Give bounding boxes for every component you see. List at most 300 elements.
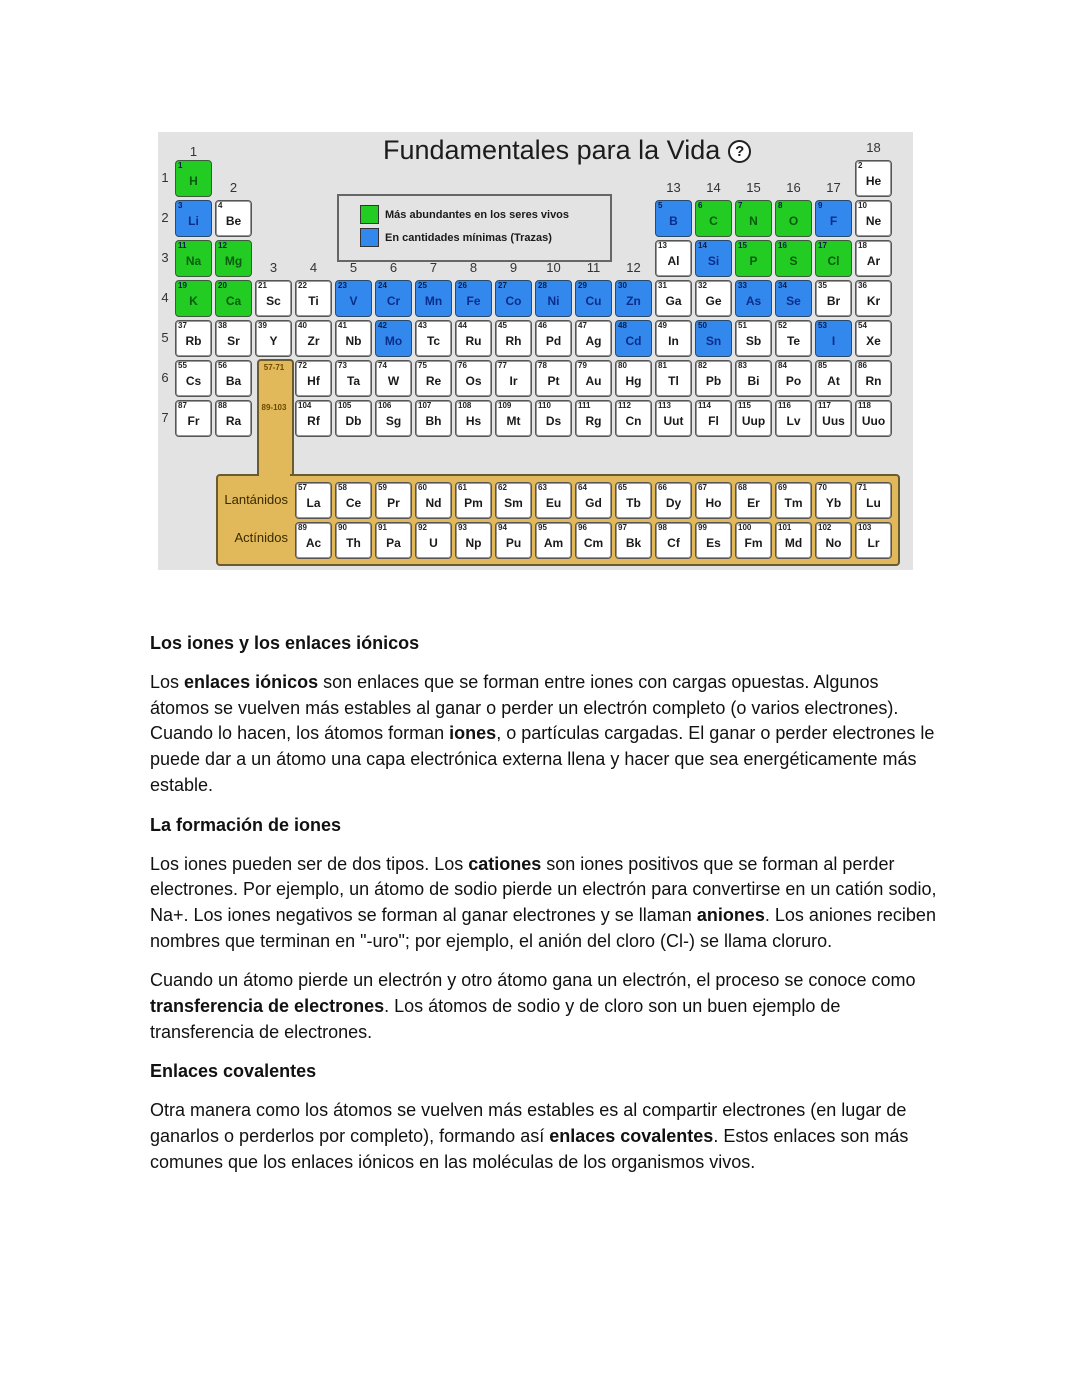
element-cell-rn (855, 360, 892, 397)
atomic-number: 49 (658, 321, 667, 330)
element-symbol: Rh (505, 334, 522, 348)
element-symbol: In (668, 334, 679, 348)
element-cell-sr (215, 320, 252, 357)
period-label: 3 (161, 250, 169, 265)
text-run: Los iones pueden ser de dos tipos. Los (150, 853, 469, 874)
element-symbol: Gd (585, 496, 602, 510)
atomic-number: 38 (218, 321, 227, 330)
element-symbol: Os (465, 374, 482, 388)
element-symbol: Mn (424, 294, 443, 308)
element-cell-se (775, 280, 812, 317)
period-label: 1 (161, 170, 169, 185)
atomic-number: 99 (698, 523, 707, 532)
paragraph (150, 968, 940, 1045)
element-symbol: Ds (545, 414, 562, 428)
group-label: 15 (746, 180, 761, 195)
element-symbol: Ce (345, 496, 362, 510)
atomic-number: 5 (658, 201, 663, 210)
element-cell-pd (535, 320, 572, 357)
group-label: 14 (706, 180, 721, 195)
element-symbol: Zn (626, 294, 641, 308)
element-symbol: Th (346, 536, 361, 550)
element-symbol: Fr (187, 414, 200, 428)
element-symbol: Np (465, 536, 482, 550)
period-label: 2 (161, 210, 169, 225)
element-symbol: F (829, 214, 838, 228)
group-label: 6 (389, 260, 398, 275)
atomic-number: 29 (578, 281, 587, 290)
atomic-number: 46 (538, 321, 547, 330)
atomic-number: 58 (338, 483, 347, 492)
text-run: Otra manera como los átomos se vuelven más estables es al compartir electrones (en lugar de ganarlos o perderlos por completo), formando así (150, 1100, 907, 1147)
atomic-number: 28 (538, 281, 547, 290)
element-symbol: Cl (827, 254, 840, 268)
element-symbol: Ra (225, 414, 242, 428)
element-cell-mo (375, 320, 412, 357)
element-symbol: Ag (585, 334, 602, 348)
atomic-number: 34 (778, 281, 787, 290)
atomic-number: 51 (738, 321, 747, 330)
atomic-number: 76 (458, 361, 467, 370)
legend-box (337, 194, 612, 262)
element-cell-i (815, 320, 852, 357)
element-cell-li (175, 200, 212, 237)
element-symbol: Cr (386, 294, 401, 308)
element-symbol: Na (185, 254, 202, 268)
atomic-number: 2 (858, 161, 863, 170)
atomic-number: 83 (738, 361, 747, 370)
atomic-number: 107 (418, 401, 432, 410)
element-symbol: Xe (866, 334, 881, 348)
element-symbol: Db (345, 414, 362, 428)
element-symbol: Ge (705, 294, 722, 308)
element-cell-ir (495, 360, 532, 397)
element-cell-y (255, 320, 292, 357)
atomic-number: 61 (458, 483, 467, 492)
atomic-number: 60 (418, 483, 427, 492)
atomic-number: 21 (258, 281, 267, 290)
element-symbol: Pm (464, 496, 483, 510)
atomic-number: 110 (538, 401, 551, 410)
atomic-number: 3 (178, 201, 183, 210)
bold-term: iones (449, 723, 497, 744)
atomic-number: 103 (858, 523, 872, 532)
atomic-number: 77 (498, 361, 507, 370)
element-cell-sg (375, 400, 412, 437)
element-cell-be (215, 200, 252, 237)
group-label: 17 (826, 180, 841, 195)
element-symbol: O (788, 214, 799, 228)
atomic-number: 81 (658, 361, 667, 370)
group-label: 2 (229, 180, 238, 195)
element-cell-cu (575, 280, 612, 317)
element-symbol: Yb (825, 496, 842, 510)
legend-label: En cantidades mínimas (Trazas) (385, 231, 552, 244)
atomic-number: 20 (218, 281, 227, 290)
atomic-number: 86 (858, 361, 867, 370)
atomic-number: 112 (618, 401, 631, 410)
element-symbol: Te (786, 334, 801, 348)
atomic-number: 33 (738, 281, 747, 290)
element-symbol: Tc (426, 334, 441, 348)
f-block-joint (259, 472, 290, 478)
atomic-number: 69 (778, 483, 787, 492)
element-cell-pa (375, 522, 412, 559)
element-cell-cm (575, 522, 612, 559)
element-cell-sb (735, 320, 772, 357)
group-label: 16 (786, 180, 801, 195)
atomic-number: 44 (458, 321, 467, 330)
element-symbol: Sn (705, 334, 722, 348)
element-cell-bi (735, 360, 772, 397)
element-cell-uut (655, 400, 692, 437)
atomic-number: 37 (178, 321, 187, 330)
atomic-number: 15 (738, 241, 747, 250)
lanthanides-label: Lantánidos (224, 492, 288, 507)
element-symbol: Tl (668, 374, 679, 388)
element-cell-ta (335, 360, 372, 397)
element-symbol: Pt (547, 374, 560, 388)
green-swatch-icon (360, 205, 379, 224)
element-cell-rf (295, 400, 332, 437)
atomic-number: 72 (298, 361, 307, 370)
atomic-number: 88 (218, 401, 227, 410)
element-symbol: P (749, 254, 758, 268)
element-symbol: Al (667, 254, 680, 268)
element-symbol: Cs (185, 374, 202, 388)
element-cell-pb (695, 360, 732, 397)
element-cell-as (735, 280, 772, 317)
element-symbol: Re (425, 374, 442, 388)
element-symbol: Pu (505, 536, 522, 550)
atomic-number: 97 (618, 523, 627, 532)
element-cell-he (855, 160, 892, 197)
element-symbol: Nd (425, 496, 442, 510)
element-symbol: Zr (307, 334, 320, 348)
element-symbol: Rb (185, 334, 202, 348)
element-cell-cf (655, 522, 692, 559)
atomic-number: 35 (818, 281, 827, 290)
element-cell-pu (495, 522, 532, 559)
element-cell-po (775, 360, 812, 397)
element-cell-s (775, 240, 812, 277)
element-cell-al (655, 240, 692, 277)
element-symbol: Y (269, 334, 278, 348)
group-label: 12 (626, 260, 641, 275)
atomic-number: 22 (298, 281, 307, 290)
element-symbol: Bh (425, 414, 442, 428)
element-cell-tb (615, 482, 652, 519)
element-cell-la (295, 482, 332, 519)
atomic-number: 19 (178, 281, 187, 290)
group-label: 7 (429, 260, 438, 275)
element-cell-ga (655, 280, 692, 317)
element-cell-cs (175, 360, 212, 397)
group-label: 9 (509, 260, 518, 275)
element-symbol: Lu (866, 496, 881, 510)
element-symbol: Ba (225, 374, 242, 388)
text-run: Los (150, 672, 185, 692)
element-symbol: C (709, 214, 718, 228)
element-symbol: Sm (504, 496, 523, 510)
element-symbol: Mo (384, 334, 403, 348)
atomic-number: 87 (178, 401, 187, 410)
element-symbol: Mt (506, 414, 521, 428)
bold-term: aniones (696, 904, 765, 925)
atomic-number: 36 (858, 281, 867, 290)
atomic-number: 24 (378, 281, 387, 290)
group-label: 18 (866, 140, 881, 155)
element-cell-cn (615, 400, 652, 437)
element-cell-cr (375, 280, 412, 317)
text-run: . Estos enlaces son más comunes que los enlaces iónicos en las moléculas de los organismos vivos. (150, 1126, 909, 1172)
element-cell-hs (455, 400, 492, 437)
element-symbol: Ga (665, 294, 682, 308)
atomic-number: 102 (818, 523, 832, 532)
atomic-number: 50 (698, 321, 707, 330)
period-label: 5 (161, 330, 169, 345)
atomic-number: 31 (658, 281, 667, 290)
atomic-number: 64 (578, 483, 587, 492)
element-symbol: B (669, 214, 678, 228)
atomic-number: 68 (738, 483, 747, 492)
element-cell-no (815, 522, 852, 559)
element-symbol: Dy (665, 496, 682, 510)
element-symbol: Co (505, 294, 522, 308)
atomic-number: 57 (298, 483, 307, 492)
element-cell-ho (695, 482, 732, 519)
element-symbol: K (189, 294, 198, 308)
actinide-placeholder: 89-103 (261, 403, 287, 412)
atomic-number: 67 (698, 483, 707, 492)
atomic-number: 93 (458, 523, 467, 532)
element-symbol: Po (785, 374, 802, 388)
element-cell-fe (455, 280, 492, 317)
element-symbol: Rg (585, 414, 602, 428)
article-body (150, 631, 940, 1190)
text-run: . Los aniones reciben nombres que terminan en "-uro"; por ejemplo, el anión del cloro (Cl-) se llama cloruro. (150, 904, 936, 951)
section-heading: Los iones y los enlaces iónicos (150, 633, 420, 653)
element-symbol: Ni (547, 294, 560, 308)
element-symbol: Rn (865, 374, 882, 388)
atomic-number: 101 (778, 523, 792, 532)
atomic-number: 115 (738, 401, 751, 410)
element-cell-uup (735, 400, 772, 437)
bold-term: cationes (468, 853, 542, 874)
element-symbol: Ac (305, 536, 322, 550)
element-symbol: Pr (387, 496, 400, 510)
element-symbol: Nb (345, 334, 362, 348)
element-symbol: Am (543, 536, 564, 550)
atomic-number: 91 (378, 523, 387, 532)
element-cell-fr (175, 400, 212, 437)
element-cell-h (175, 160, 212, 197)
element-symbol: Md (784, 536, 803, 550)
atomic-number: 111 (578, 401, 591, 410)
element-cell-hg (615, 360, 652, 397)
actinides-label: Actínidos (234, 530, 288, 545)
blue-swatch-icon (360, 228, 379, 247)
atomic-number: 100 (738, 523, 752, 532)
atomic-number: 8 (778, 201, 783, 210)
atomic-number: 30 (618, 281, 627, 290)
atomic-number: 25 (418, 281, 427, 290)
element-cell-at (815, 360, 852, 397)
atomic-number: 59 (378, 483, 387, 492)
element-cell-yb (815, 482, 852, 519)
element-cell-pr (375, 482, 412, 519)
atomic-number: 62 (498, 483, 507, 492)
atomic-number: 1 (178, 161, 183, 170)
element-symbol: Ti (308, 294, 319, 308)
bold-term: enlaces iónicos (184, 672, 319, 692)
element-cell-bh (415, 400, 452, 437)
text-run: Cuando un átomo pierde un electrón y otro átomo gana un electrón, el proceso se conoce como (150, 970, 916, 991)
element-symbol: Es (706, 536, 721, 550)
element-cell-lv (775, 400, 812, 437)
element-symbol: Fm (744, 536, 763, 550)
element-cell-am (535, 522, 572, 559)
element-cell-in (655, 320, 692, 357)
element-cell-w (375, 360, 412, 397)
element-cell-ni (535, 280, 572, 317)
section-heading: La formación de iones (150, 814, 342, 835)
element-cell-dy (655, 482, 692, 519)
element-cell-p (735, 240, 772, 277)
atomic-number: 118 (858, 401, 871, 410)
f-block-connector (257, 359, 294, 479)
element-symbol: V (349, 294, 358, 308)
element-cell-ti (295, 280, 332, 317)
element-cell-c (695, 200, 732, 237)
element-symbol: Rf (307, 414, 320, 428)
element-cell-ra (215, 400, 252, 437)
element-cell-ru (455, 320, 492, 357)
element-symbol: Bi (747, 374, 760, 388)
element-symbol: Uut (663, 414, 684, 428)
element-symbol: Hg (625, 374, 642, 388)
element-cell-re (415, 360, 452, 397)
element-cell-fm (735, 522, 772, 559)
element-symbol: Kr (866, 294, 881, 308)
element-symbol: No (825, 536, 842, 550)
atomic-number: 41 (338, 321, 347, 330)
section-heading: Enlaces covalentes (150, 1061, 317, 1082)
element-cell-bk (615, 522, 652, 559)
element-symbol: Ne (865, 214, 882, 228)
element-symbol: Lr (867, 536, 880, 550)
element-symbol: Pb (705, 374, 722, 388)
element-symbol: Uup (741, 414, 766, 428)
group-label: 8 (469, 260, 478, 275)
element-symbol: I (831, 334, 836, 348)
element-symbol: Fe (466, 294, 481, 308)
element-cell-mt (495, 400, 532, 437)
element-cell-cd (615, 320, 652, 357)
atomic-number: 114 (698, 401, 711, 410)
atomic-number: 12 (218, 241, 227, 250)
atomic-number: 116 (778, 401, 791, 410)
group-label: 13 (666, 180, 681, 195)
text-run: son enlaces que se forman entre iones con cargas opuestas. Algunos átomos se vuelven más estables al ganar o perder un electrón completo (o varios electrones). Cuando lo hacen, los átomos forman (150, 672, 899, 744)
period-label: 7 (161, 410, 169, 425)
element-cell-nb (335, 320, 372, 357)
element-symbol: Er (747, 496, 760, 510)
group-label: 11 (586, 260, 601, 275)
atomic-number: 42 (378, 321, 387, 330)
group-label: 10 (546, 260, 561, 275)
legend-label: Más abundantes en los seres vivos (385, 208, 570, 221)
atomic-number: 84 (778, 361, 787, 370)
atomic-number: 80 (618, 361, 627, 370)
atomic-number: 26 (458, 281, 467, 290)
element-cell-cl (815, 240, 852, 277)
atomic-number: 104 (298, 401, 312, 410)
element-symbol: Br (826, 294, 841, 308)
element-symbol: La (306, 496, 321, 510)
element-symbol: Pa (386, 536, 401, 550)
element-cell-au (575, 360, 612, 397)
atomic-number: 108 (458, 401, 472, 410)
atomic-number: 9 (818, 201, 823, 210)
atomic-number: 95 (538, 523, 547, 532)
atomic-number: 66 (658, 483, 667, 492)
atomic-number: 96 (578, 523, 587, 532)
element-cell-mn (415, 280, 452, 317)
element-symbol: Si (707, 254, 720, 268)
element-cell-pt (535, 360, 572, 397)
element-cell-b (655, 200, 692, 237)
atomic-number: 105 (338, 401, 352, 410)
atomic-number: 74 (378, 361, 387, 370)
element-symbol: Sb (745, 334, 762, 348)
help-icon[interactable]: ? (728, 140, 751, 163)
element-symbol: Ho (705, 496, 722, 510)
element-cell-sc (255, 280, 292, 317)
element-cell-md (775, 522, 812, 559)
periodic-table-figure (158, 132, 913, 570)
element-cell-xe (855, 320, 892, 357)
element-symbol: H (189, 174, 198, 188)
element-symbol: Cm (583, 536, 604, 550)
element-cell-gd (575, 482, 612, 519)
element-cell-ag (575, 320, 612, 357)
atomic-number: 13 (658, 241, 667, 250)
atomic-number: 53 (818, 321, 827, 330)
element-symbol: As (745, 294, 762, 308)
atomic-number: 10 (858, 201, 867, 210)
element-symbol: Cf (667, 536, 680, 550)
legend-item-abundant (360, 205, 569, 224)
element-cell-ar (855, 240, 892, 277)
atomic-number: 27 (498, 281, 507, 290)
legend-item-trace (360, 228, 552, 247)
group-label: 5 (349, 260, 358, 275)
atomic-number: 40 (298, 321, 307, 330)
element-cell-zn (615, 280, 652, 317)
element-cell-ge (695, 280, 732, 317)
atomic-number: 32 (698, 281, 707, 290)
atomic-number: 98 (658, 523, 667, 532)
element-symbol: Bk (625, 536, 642, 550)
element-cell-fl (695, 400, 732, 437)
element-cell-n (735, 200, 772, 237)
element-symbol: Ta (346, 374, 361, 388)
group-label: 3 (269, 260, 278, 275)
element-symbol: Sc (266, 294, 281, 308)
element-symbol: Tb (626, 496, 641, 510)
element-symbol: Hs (465, 414, 482, 428)
